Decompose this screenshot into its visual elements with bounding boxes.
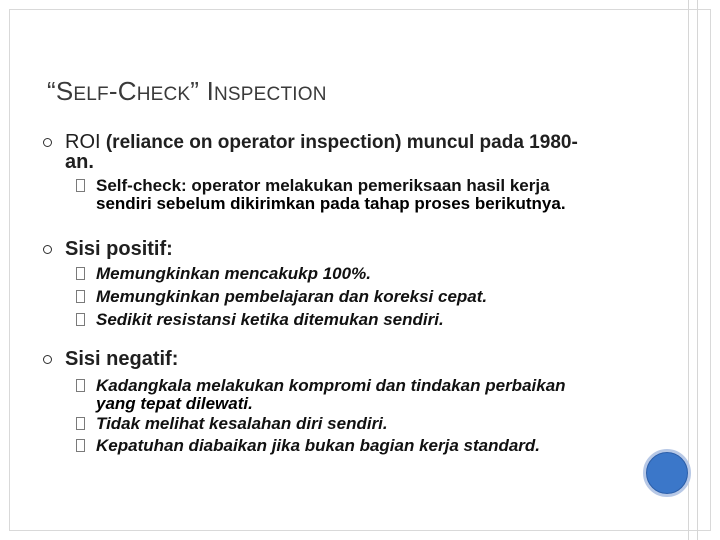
sisi-positif-label: Sisi positif: bbox=[65, 238, 173, 260]
slide-title: “SELF-CHECK” INSPECTION bbox=[47, 76, 327, 106]
circle-bullet-icon bbox=[43, 355, 52, 364]
roi-text: (reliance on operator inspection) muncul pada 1980- bbox=[100, 132, 578, 153]
decorative-line bbox=[697, 0, 698, 540]
square-bullet-icon bbox=[76, 439, 85, 452]
roi-text-continuation: an. bbox=[65, 151, 94, 173]
circle-bullet-icon bbox=[43, 138, 52, 147]
self-check-label: Self-check: bbox=[96, 176, 187, 195]
self-check-text: operator melakukan pemeriksaan hasil kerja bbox=[186, 176, 550, 195]
self-check-continuation: sendiri sebelum dikirimkan pada tahap proses berikutnya. bbox=[96, 194, 566, 213]
decorative-circle bbox=[643, 449, 691, 497]
roi-label: ROI bbox=[65, 131, 101, 153]
square-bullet-icon bbox=[76, 379, 85, 392]
circle-bullet-icon bbox=[43, 245, 52, 254]
sisi-negatif-label: Sisi negatif: bbox=[65, 348, 179, 370]
square-bullet-icon bbox=[76, 313, 85, 326]
square-bullet-icon bbox=[76, 179, 85, 192]
square-bullet-icon bbox=[76, 290, 85, 303]
square-bullet-icon bbox=[76, 267, 85, 280]
list-item-continuation: yang tepat dilewati. bbox=[96, 394, 253, 413]
decorative-line bbox=[688, 0, 689, 540]
square-bullet-icon bbox=[76, 417, 85, 430]
